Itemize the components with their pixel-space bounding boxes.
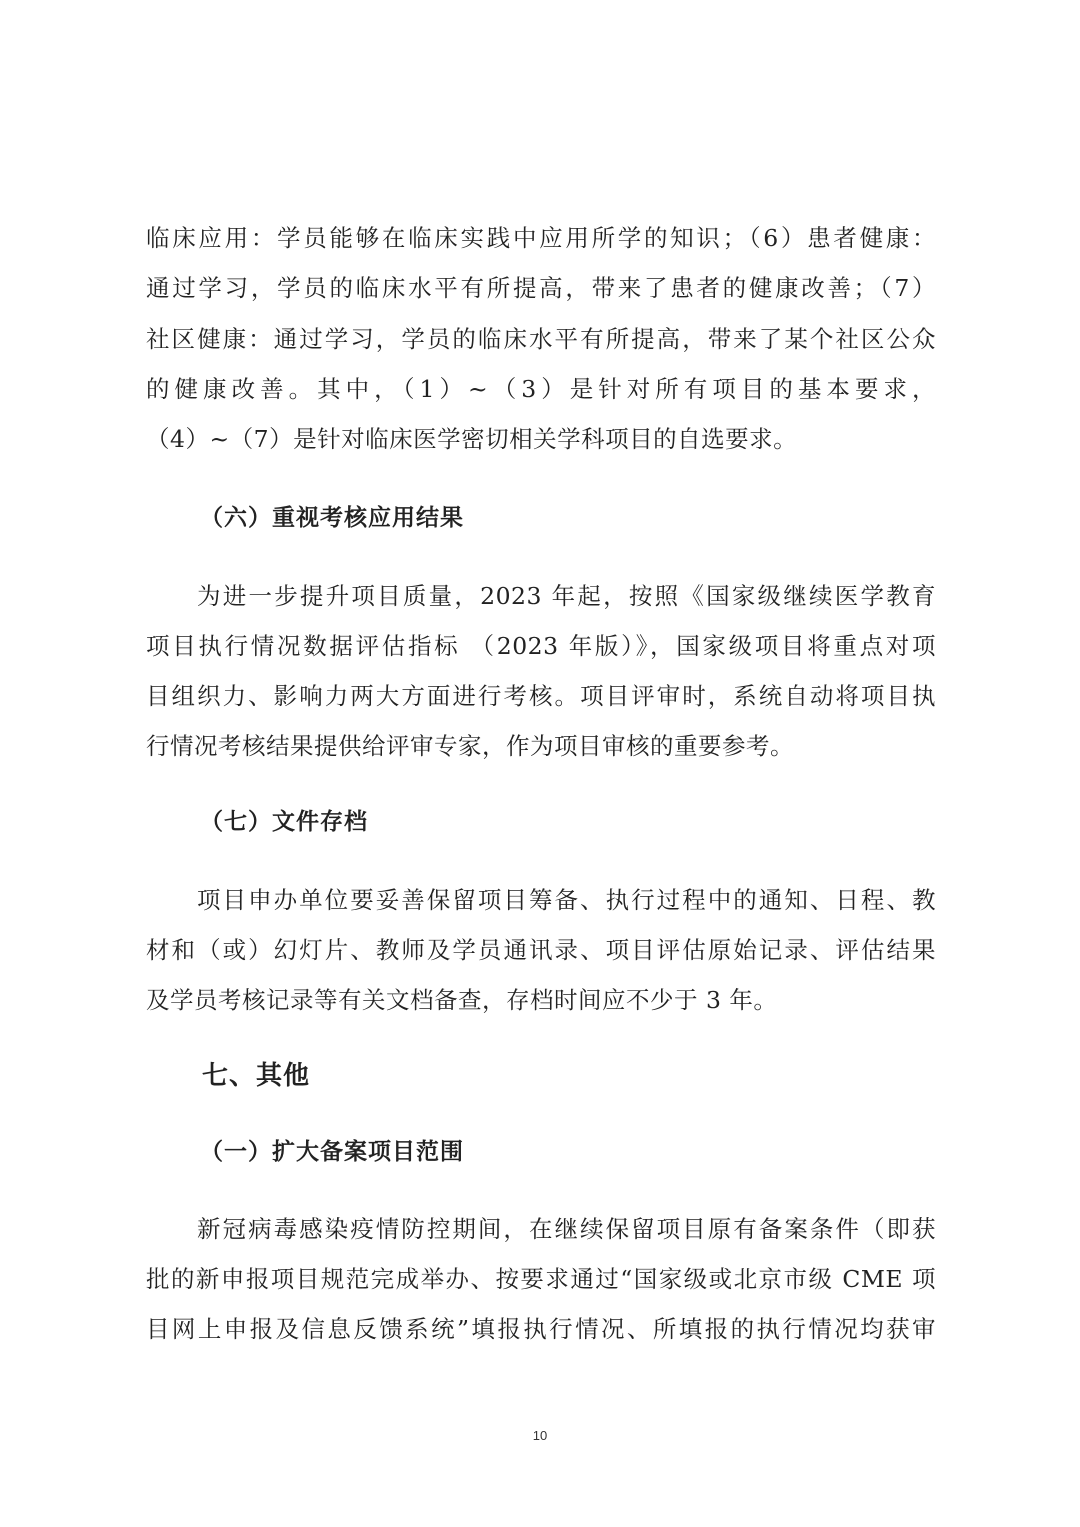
body-text-line: 批的新申报项目规范完成举办、按要求通过“国家级或北京市级 CME 项 — [146, 1265, 936, 1293]
body-text-line: 为进一步提升项目质量，2023 年起，按照《国家级继续医学教育 — [197, 582, 936, 610]
body-text-line: 的健康改善。其中，（1）~（3）是针对所有项目的基本要求， — [146, 375, 936, 403]
body-text-line: 项目执行情况数据评估指标 （2023 年版）》，国家级项目将重点对项 — [146, 632, 936, 660]
section-heading: （一）扩大备案项目范围 — [200, 1139, 464, 1165]
body-text-line: 通过学习，学员的临床水平有所提高，带来了患者的健康改善；（7） — [146, 274, 936, 302]
body-text-line: 临床应用：学员能够在临床实践中应用所学的知识；（6）患者健康： — [146, 224, 936, 252]
body-text-line: 新冠病毒感染疫情防控期间，在继续保留项目原有备案条件（即获 — [197, 1215, 936, 1243]
body-text-line: 材和（或）幻灯片、教师及学员通讯录、项目评估原始记录、评估结果 — [146, 936, 936, 964]
body-text-line: （4）~（7）是针对临床医学密切相关学科项目的自选要求。 — [146, 425, 798, 453]
chapter-heading: 七、其他 — [202, 1061, 311, 1091]
page-number: 10 — [532, 1428, 548, 1443]
body-text-line: 行情况考核结果提供给评审专家，作为项目审核的重要参考。 — [146, 732, 794, 760]
body-text-line: 社区健康：通过学习，学员的临床水平有所提高，带来了某个社区公众 — [146, 325, 936, 353]
body-text-line: 及学员考核记录等有关文档备查，存档时间应不少于 3 年。 — [146, 986, 778, 1014]
body-text-line: 目网上申报及信息反馈系统”填报执行情况、所填报的执行情况均获审 — [146, 1315, 936, 1343]
body-text-line: 项目申办单位要妥善保留项目筹备、执行过程中的通知、日程、教 — [197, 886, 936, 914]
section-heading: （七）文件存档 — [200, 809, 368, 835]
section-heading: （六）重视考核应用结果 — [200, 505, 464, 531]
body-text-line: 目组织力、影响力两大方面进行考核。项目评审时，系统自动将项目执 — [146, 682, 936, 710]
